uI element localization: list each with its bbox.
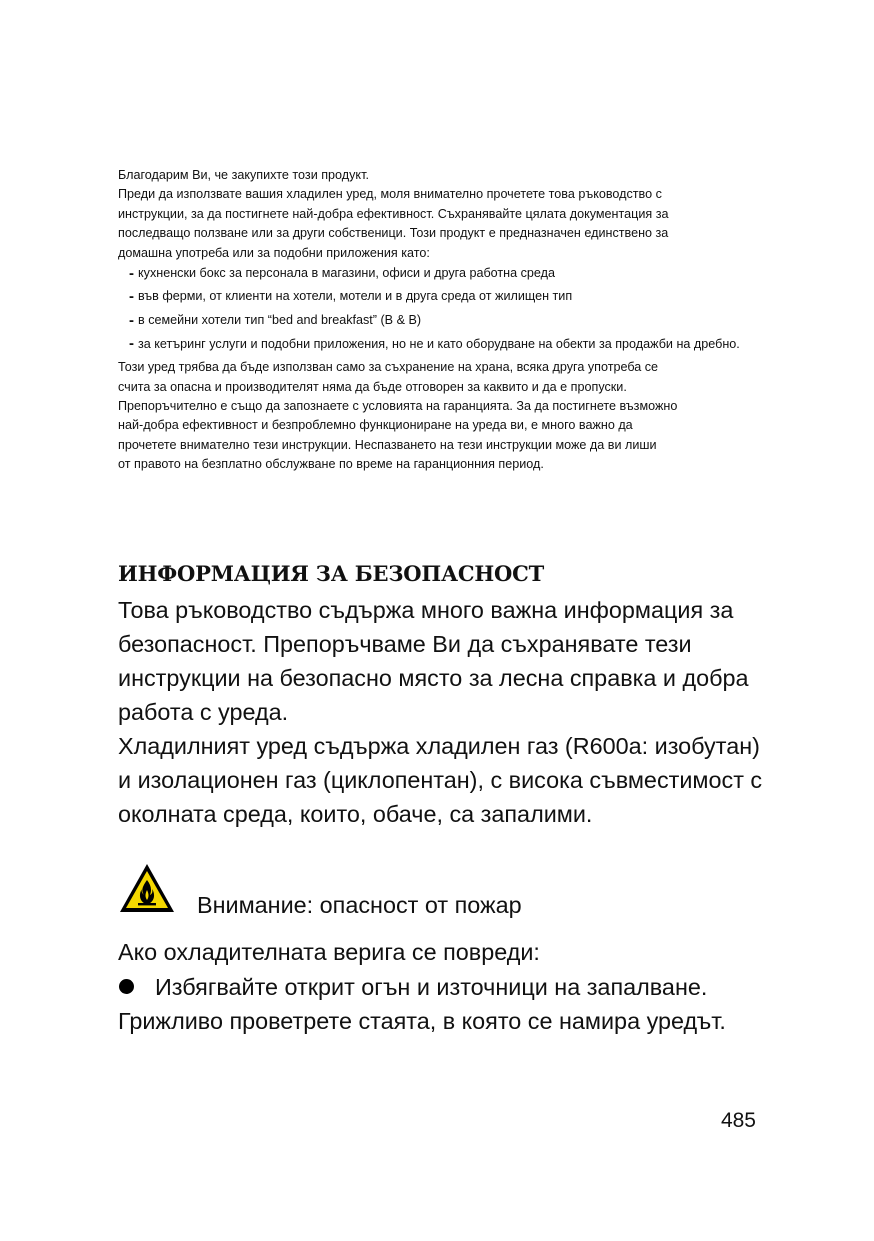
flammable-warning-icon <box>118 862 176 914</box>
list-item-text: кухненски бокс за персонала в магазини, офиси и друга работна среда <box>138 266 555 281</box>
safety-paragraph-2: Хладилният уред съдържа хладилен газ (R600a: изобутан) и изолационен газ (циклопентан), с висока съвместимост с околната среда, които, обаче, са запалими. <box>118 733 763 827</box>
list-item-text: във ферми, от клиенти на хотели, мотели и в друга среда от жилищен тип <box>138 289 573 304</box>
intro-closing <box>118 358 758 474</box>
closing-line: от правото на безплатно обслужване по време на гаранционния период. <box>118 457 544 472</box>
safety-paragraph-4: Грижливо проветрете стаята, в която се намира уредът. <box>118 1008 726 1034</box>
closing-line: счита за опасна и производителят няма да бъде отговорен за каквито и да е пропуски. <box>118 379 627 394</box>
intro-line: домашна употреба или за подобни приложения като: <box>118 245 430 260</box>
list-item <box>118 334 758 355</box>
safety-paragraph-1: Това ръководство съдържа много важна информация за безопасност. Препоръчваме Ви да съхранявате тези инструкции на безопасно място за лесна справка и добра работа с уреда. <box>118 597 749 725</box>
bullet-dot-icon <box>119 979 134 994</box>
intro-line: Благодарим Ви, че закупихте този продукт. <box>118 168 369 182</box>
dash-bullet: - <box>129 335 134 353</box>
closing-line: Препоръчително е също да запознаете с условията на гаранцията. За да постигнете възможно <box>118 399 678 414</box>
bullet-item-text: Избягвайте открит огън и източници на запалване. <box>155 974 708 1000</box>
fire-warning <box>118 862 768 916</box>
dash-bullet: - <box>129 288 134 306</box>
usage-list <box>118 264 758 355</box>
closing-line: прочетете внимателно тези инструкции. Неспазването на тези инструкции може да ви лиши <box>118 437 657 452</box>
safety-paragraph-3: Ако охладителната верига се повреди: <box>118 939 540 965</box>
safety-heading: ИНФОРМАЦИЯ ЗА БЕЗОПАСНОСТ <box>118 561 545 586</box>
list-item <box>118 287 758 306</box>
list-item-text: в семейни хотели тип “bed and breakfast” (B & B) <box>138 312 422 327</box>
dash-bullet: - <box>129 311 134 329</box>
list-item <box>118 264 758 283</box>
list-item-text: за кетъринг услуги и подобни приложения, но не и като оборудване на обекти за продажби на дребно. <box>138 337 740 352</box>
page-number: 485 <box>720 1109 756 1132</box>
warning-text: Внимание: опасност от пожар <box>197 892 522 918</box>
closing-line: Този уред трябва да бъде използван само за съхранение на храна, всяка друга употреба се <box>118 360 659 375</box>
dash-bullet: - <box>129 265 134 283</box>
closing-line: най-добра ефективност и безпроблемно функциониране на уреда ви, е много важно да <box>118 418 633 433</box>
intro-section <box>118 166 758 475</box>
intro-line: Преди да използвате вашия хладилен уред, моля внимателно прочетете това ръководство с <box>118 187 662 202</box>
intro-line: инструкции, за да постигнете най-добра ефективност. Съхранявайте цялата документация за <box>118 206 669 221</box>
intro-line: последващо ползване или за други собственици. Този продукт е предназначен единствено за <box>118 226 669 241</box>
list-item <box>118 311 758 330</box>
